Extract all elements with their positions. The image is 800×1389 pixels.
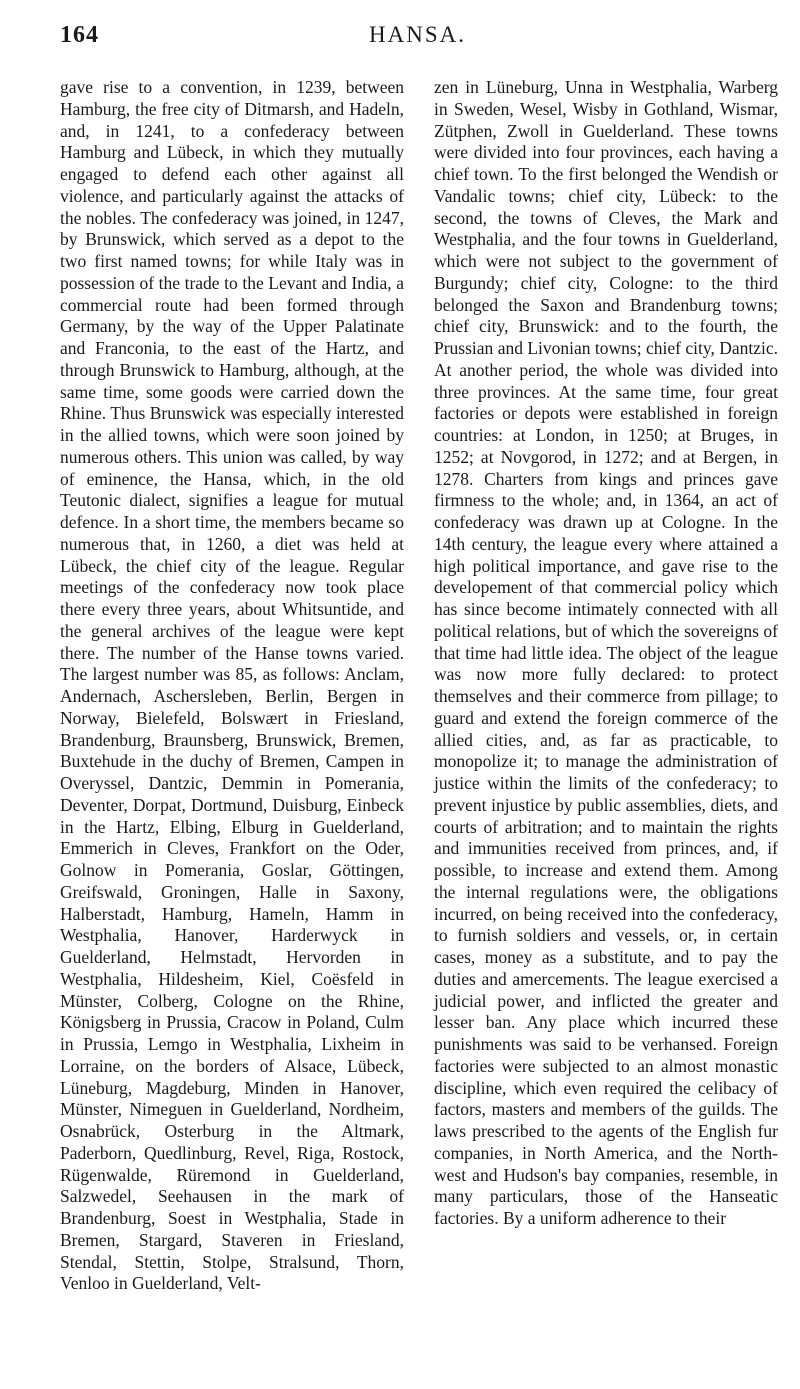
right-column-text: zen in Lüneburg, Unna in Westphalia, Warberg in Sweden, Wesel, Wisby in Gothland, Wismar, Zütphen, Zwoll in Guelderland. These towns were divided into four provinces, each having a chief town. To the first belonged the Wendish or Vandalic towns; chief city, Lübeck: to the second, the towns of Cleves, the Mark and Westphalia, and the four towns in Guelderland, which were not subject to the government of Burgundy; chief city, Cologne: to the third belonged the Saxon and Brandenburg towns; chief city, Brunswick: and to the fourth, the Prussian and Livonian towns; chief city, Dantzic. At another period, the whole was divided into three provinces. At the same time, four great factories or depots were established in foreign countries: at London, in 1250; at Bruges, in 1252; at Novgorod, in 1272; and at Bergen, in 1278. Charters from kings and princes gave firmness to the whole; and, in 1364, an act of confederacy was drawn up at Cologne. In the 14th century, the league every where attained a high political importance, and gave rise to the developement of that commercial policy which has since become intimately connected with all political relations, but of which the sovereigns of that time had little idea. The object of the league was now more fully declared: to protect themselves and their commerce from pillage; to guard and extend the foreign commerce of the allied cities, and, as far as practicable, to monopolize it; to manage the administration of justice within the limits of the confederacy; to prevent injustice by public assemblies, diets, and courts of arbitration; and to maintain the rights and immunities received from princes, and, if possible, to increase and extend them. Among the internal regulations were, the obligations incurred, on being received into the confederacy, to furnish soldiers and vessels, or, in certain cases, money as a substitute, and to pay the duties and amercements. The league exercised a judicial power, and inflicted the greater and lesser ban. Any place which incurred these punishments was said to be verhansed. Foreign factories were subjected to an almost monastic discipline, which even required the celibacy of factors, masters and members of the guilds. The laws prescribed to the agents of the English fur companies, in North America, and the North-west and Hudson's bay companies, resemble, in many particulars, those of the Hanseatic factories. By a uniform adherence to their [434,77,778,1228]
page-header [60,22,775,62]
left-column-text: gave rise to a convention, in 1239, between Hamburg, the free city of Ditmarsh, and Hadeln, and, in 1241, to a confederacy between Hamburg and Lübeck, in which they mutually engaged to defend each other against all violence, and particularly against the attacks of the nobles. The confederacy was joined, in 1247, by Brunswick, which served as a depot to the two first named towns; for while Italy was in possession of the trade to the Levant and India, a commercial route had been formed through Germany, by the way of the Upper Palatinate and Franconia, to the east of the Hartz, and through Brunswick to Hamburg, although, at the same time, some goods were carried down the Rhine. Thus Brunswick was especially interested in the allied towns, which were soon joined by numerous others. This union was called, by way of eminence, the Hansa, which, in the old Teutonic dialect, signifies a league for mutual defence. In a short time, the members became so numerous that, in 1260, a diet was held at Lübeck, the chief city of the league. Regular meetings of the confederacy now took place there every three years, about Whitsuntide, and the general archives of the league were kept there. The number of the Hanse towns varied. The largest number was 85, as follows: Anclam, Andernach, Aschersleben, Berlin, Bergen in Norway, Bielefeld, Bolswært in Friesland, Brandenburg, Braunsberg, Brunswick, Bremen, Buxtehude in the duchy of Bremen, Campen in Overyssel, Dantzic, Demmin in Pomerania, Deventer, Dorpat, Dortmund, Duisburg, Einbeck in the Hartz, Elbing, Elburg in Guelderland, Emmerich in Cleves, Frankfort on the Oder, Golnow in Pomerania, Goslar, Göttingen, Greifswald, Groningen, Halle in Saxony, Halberstadt, Hamburg, Hameln, Hamm in Westphalia, Hanover, Harderwyck in Guelderland, Helmstadt, Hervorden in Westphalia, Hildesheim, Kiel, Coësfeld in Münster, Colberg, Cologne on the Rhine, Königsberg in Prussia, Cracow in Poland, Culm in Prussia, Lemgo in Westphalia, Lixheim in Lorraine, on the borders of Alsace, Lübeck, Lüneburg, Magdeburg, Minden in Hanover, Münster, Nimeguen in Guelderland, Nordheim, Osnabrück, Osterburg in the Altmark, Paderborn, Quedlinburg, Revel, Riga, Rostock, Rügenwalde, Rüremond in Guelderland, Salzwedel, Seehausen in the mark of Brandenburg, Soest in Westphalia, Stade in Bremen, Stargard, Staveren in Friesland, Stendal, Stettin, Stolpe, Stralsund, Thorn, Venloo in Guelderland, Velt- [60,77,404,1294]
left-column [60,77,404,1295]
page-number: 164 [60,22,99,48]
right-column [434,77,778,1295]
text-columns [60,77,778,1295]
running-title: HANSA. [369,22,466,47]
